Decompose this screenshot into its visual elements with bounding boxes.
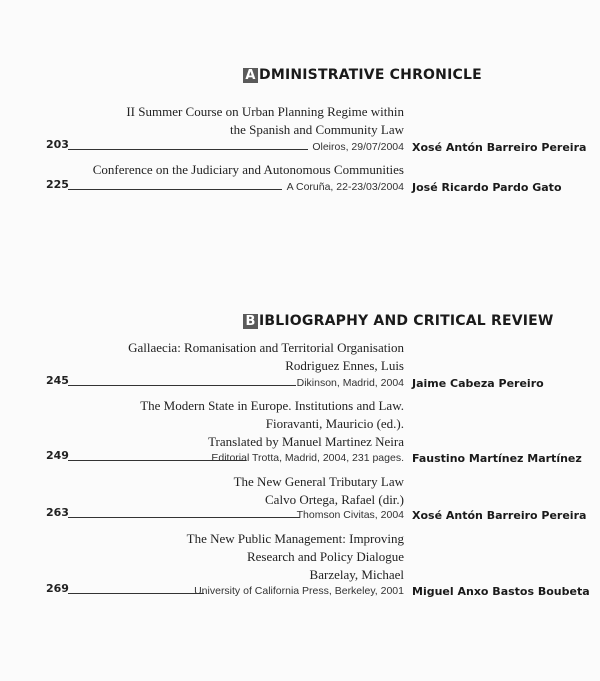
leader-rule bbox=[68, 189, 282, 190]
entry-title-line: Gallaecia: Romanisation and Territorial Organisation bbox=[128, 340, 404, 355]
leader-rule bbox=[68, 149, 308, 150]
entry-author: Xosé Antón Barreiro Pereira bbox=[412, 509, 587, 522]
section-initial-box: B bbox=[243, 314, 258, 329]
entry-author: Miguel Anxo Bastos Boubeta bbox=[412, 585, 590, 598]
entry-page-number: 203 bbox=[46, 138, 69, 151]
section-heading-text: IBLIOGRAPHY AND CRITICAL REVIEW bbox=[259, 313, 554, 329]
entry-page-number: 225 bbox=[46, 178, 69, 191]
entry-author: Jaime Cabeza Pereiro bbox=[412, 377, 544, 390]
entry-page-number: 263 bbox=[46, 506, 69, 519]
entry-title-line: The New General Tributary Law bbox=[233, 474, 404, 489]
entry-page-number: 249 bbox=[46, 449, 69, 462]
entry-title-line: Conference on the Judiciary and Autonomous Communities bbox=[92, 162, 404, 177]
leader-rule bbox=[68, 593, 204, 594]
entry-publication: Editorial Trotta, Madrid, 2004, 231 pages. bbox=[211, 452, 404, 464]
leader-rule bbox=[68, 385, 296, 386]
entry-publication: Dikinson, Madrid, 2004 bbox=[296, 377, 404, 389]
entry-author: Xosé Antón Barreiro Pereira bbox=[412, 141, 587, 154]
section-heading-bibliography-and-critical-review bbox=[243, 313, 554, 329]
entry-publication: University of California Press, Berkeley, 2001 bbox=[194, 585, 404, 597]
entry-title-line: The New Public Management: Improving bbox=[186, 531, 404, 546]
entry-title-line: Barzelay, Michael bbox=[309, 567, 404, 582]
entry-page-number: 269 bbox=[46, 582, 69, 595]
entry-title-line: Translated by Manuel Martinez Neira bbox=[208, 434, 404, 449]
entry-author: José Ricardo Pardo Gato bbox=[412, 181, 562, 194]
entry-title-line: Fioravanti, Mauricio (ed.). bbox=[265, 416, 404, 431]
entry-publication: A Coruña, 22-23/03/2004 bbox=[286, 181, 404, 193]
entry-author: Faustino Martínez Martínez bbox=[412, 452, 582, 465]
entry-page-number: 245 bbox=[46, 374, 69, 387]
section-heading-text: DMINISTRATIVE CHRONICLE bbox=[259, 67, 482, 83]
entry-title-line: Research and Policy Dialogue bbox=[246, 549, 404, 564]
entry-publication: Oleiros, 29/07/2004 bbox=[312, 141, 404, 153]
leader-rule bbox=[68, 517, 300, 518]
entry-title-line: II Summer Course on Urban Planning Regime within bbox=[126, 104, 404, 119]
entry-publication: Thomson Civitas, 2004 bbox=[296, 509, 404, 521]
entry-title-line: the Spanish and Community Law bbox=[229, 122, 404, 137]
section-initial-box: A bbox=[243, 68, 258, 83]
entry-title-line: Calvo Ortega, Rafael (dir.) bbox=[265, 492, 404, 507]
entry-title-line: Rodriguez Ennes, Luis bbox=[285, 358, 404, 373]
entry-title-line: The Modern State in Europe. Institutions and Law. bbox=[140, 398, 404, 413]
section-heading-administrative-chronicle bbox=[243, 67, 482, 83]
